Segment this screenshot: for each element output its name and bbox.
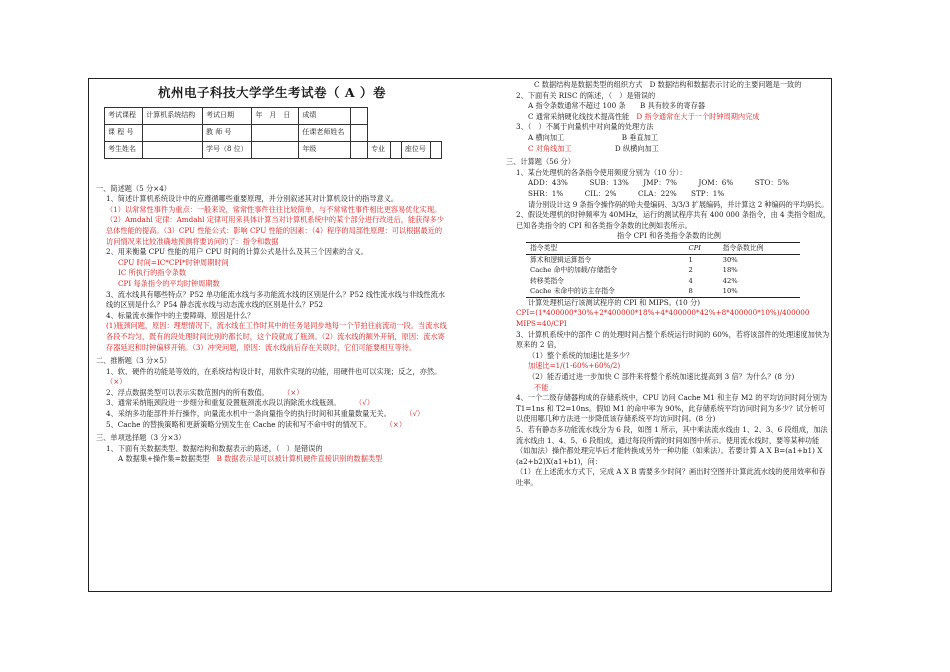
line-text: 三、单项选择题（3 分×3） <box>96 433 186 443</box>
line-text: 三、计算题（56 分） <box>506 157 575 167</box>
line-text: IC 所执行的指令条数 <box>118 268 187 278</box>
text-line <box>506 189 832 200</box>
exam-info-cell <box>143 124 203 141</box>
text-line <box>506 91 832 102</box>
line-text: 加速比=1/(1-60%+60%/2) <box>528 361 621 371</box>
line-text: ADD：43% SUB：13% JMP：7% JOM：6% STO：5% <box>528 178 789 188</box>
text-line <box>506 330 832 351</box>
cpi-cell: 1 <box>688 255 693 264</box>
cpi-cell: 2 <box>688 266 693 275</box>
exam-info-cell <box>351 141 368 158</box>
line-text: C 数据结构是数据类型的组织方式 D 数据结构和数据表示讨论的主要问题是一致的 <box>534 80 802 89</box>
cpi-cell: 转移类指令 <box>530 276 564 285</box>
line-text: A 数据集+操作集=数据类型 <box>118 454 210 464</box>
line-text: 二、推断题（3 分×5） <box>96 356 171 366</box>
line-text: 4、一个二级存储器构成的存储系统中，CPU 访问 Cache M1 和主存 M2 的平均访问时间分别为 T1=1ns 和 T2=10ns。假如 M1 的命中率为 90%，此存储系统平均访问时间为多少？试分析可以使用哪几种方法进一步降低该存储系统平均访问时间。(8 分) <box>516 393 828 424</box>
cpi-cell: 18% <box>722 266 738 275</box>
cpi-header-cell: 指令类型 <box>526 242 685 254</box>
line-text: 一、简述题（5 分×4） <box>96 183 171 193</box>
line-text: 5、若有静态多功能流水线分为 6 段，如图 1 所示，其中乘法流水线由 1、2、3、6 段组成，加法流水线由 1、4、5、6 段组成，通过每段所需的时间如图中所示。使用流水线时，要等某种功能（如加法）操作都处理完毕后才能转换成另外一种功能（如乘法）。若要计算 A X B=(a1+b1) X (a2+b2)X(a1+b1)，问： <box>516 425 828 466</box>
exam-info-cell: 年 月 日 <box>252 107 299 124</box>
line-text: 1、下面有关数据类型、数据结构和数据表示的陈述，（ ）是错误的 <box>106 443 323 453</box>
exam-info-cell <box>252 124 299 141</box>
line-text: C 通常采纳硬化线技术提高性能 <box>528 111 630 121</box>
cpi-header-row <box>526 242 800 254</box>
cpi-row <box>526 265 800 276</box>
text-line <box>506 383 832 394</box>
text-line <box>506 308 832 319</box>
line-text: 2、浮点数据类型可以表示实数范围内的所有数值。 <box>106 387 266 397</box>
exam-info-cell: 考生姓名 <box>105 141 143 158</box>
text-line <box>506 425 832 467</box>
line-text: 4、标量流水操作中的主要障碍、原因是什么？ <box>106 310 255 320</box>
judgement-answer: （√） <box>387 409 425 419</box>
text-line <box>96 420 448 431</box>
cpi-row <box>526 276 800 287</box>
text-line <box>506 393 832 425</box>
text-line <box>506 372 832 383</box>
cpi-table <box>526 242 800 298</box>
line-text: 2、用来衡量 CPU 性能的用户 CPU 时间的计算公式是什么及其三个因素的含义。 <box>106 247 368 257</box>
judgement-answer: （×） <box>106 366 460 387</box>
cpi-cell: 42% <box>722 276 738 285</box>
line-text: A 指令条数通常不超过 100 条 B 具有较多的寄存器 <box>528 101 706 111</box>
text-line <box>506 298 832 309</box>
text-line <box>506 361 832 372</box>
line-text: CPI 每条指令的平均时钟周期数 <box>118 278 220 288</box>
exam-info-cell: 考试课程 <box>105 107 143 124</box>
text-line <box>96 311 448 322</box>
exam-info-cell <box>431 141 442 158</box>
text-line <box>96 290 448 311</box>
judgement-answer: （√） <box>336 398 374 408</box>
text-line <box>96 247 448 258</box>
exam-info-cell <box>391 141 402 158</box>
text-line <box>96 398 448 409</box>
text-line <box>506 133 832 144</box>
line-text: 3、流水线具有哪些特点？P52 单功能流水线与多功能流水线的区别是什么？P52 线性流水线与非线性流水线的区别是什么？P54 静态流水线与动态流水线的区别是什么？P52 <box>106 289 445 310</box>
answer-text: B 数据表示是可以被计算机硬件直接识别的数据类型 <box>209 454 383 464</box>
judgement-answer: （×） <box>367 419 407 429</box>
cpi-header-cell: 指令条数比例 <box>719 242 800 254</box>
text-line <box>96 433 448 444</box>
cpi-cell: Cache 未命中的访主存指令 <box>526 286 685 297</box>
line-text: 5、Cache 的替换策略和更新策略分别发生在 Cache 的读和写不命中时的情况下。 <box>106 419 368 429</box>
line-tail: D 纵横向加工 <box>571 143 659 153</box>
line-text: 1、某台处理机的各条指令使用频度分别为（10 分）： <box>516 167 687 177</box>
left-questions <box>96 183 460 465</box>
line-text: 3、通常采纳瓶颈段进一步细分和重复设置瓶颈流水段以消除流水线瓶颈。 <box>106 398 337 408</box>
text-line <box>96 258 448 269</box>
right-column <box>506 80 832 489</box>
left-column <box>96 80 460 465</box>
line-text: 1、简述计算机系统设计中的应遵循哪些重要原理，并分别叙述其对计算机设计的指导意义。 <box>106 194 399 204</box>
exam-info-cell: 教 师 号 <box>202 124 251 141</box>
exam-info-cell: 成绩 <box>299 107 351 124</box>
text-line <box>506 210 832 231</box>
exam-info-cell <box>351 124 368 141</box>
line-text: （2）能否通过进一步加快 C 部件来将整个系统加速比提高到 3 倍？为什么？(8 分) <box>528 372 795 382</box>
line-text: 3、（ ）不属于向量机中对向量的处理方法 <box>516 122 654 132</box>
exam-info-row <box>105 107 442 124</box>
line-text: A 横向加工 B 垂直加工 <box>528 132 659 142</box>
right-questions <box>506 80 832 242</box>
line-text: C 对角线加工 <box>528 143 572 153</box>
line-text: （1）在上述流水方式下，完成 A X B 需要多少时间？画出时空图并计算此流水线的使用效率和吞吐率。 <box>516 467 826 487</box>
exam-info-cell <box>351 107 368 124</box>
exam-info-cell: 考试日期 <box>202 107 251 124</box>
text-line <box>506 101 832 112</box>
exam-info-cell: 年级 <box>299 141 351 158</box>
judgement-answer: （×） <box>265 387 304 397</box>
text-line <box>96 194 448 205</box>
text-line <box>506 168 832 179</box>
line-text: CPI=(1*400000*30%+2*400000*18%+4*400000*42%+8*400000*10%)/400000 <box>516 308 810 318</box>
text-line <box>96 268 448 279</box>
text-line <box>96 279 448 290</box>
text-line <box>506 157 832 168</box>
cpi-cell: 4 <box>688 276 693 285</box>
cpi-cell: 10% <box>719 286 800 297</box>
text-line <box>506 200 832 211</box>
text-line <box>506 112 832 123</box>
text-line <box>96 454 448 465</box>
line-text: 请分别设计这 9 条指令操作码的哈夫曼编码、3/3/3 扩展编码，并计算这 2 种编码的平均码长。 <box>528 199 829 209</box>
cpi-row <box>526 254 800 265</box>
exam-info-cell: 任课老师姓名 <box>299 124 351 141</box>
line-text: CPU 时间=IC*CPI*时钟周期时间 <box>118 257 229 267</box>
text-line <box>96 444 448 455</box>
line-text: 2、假设处理机的时钟频率为 40MHz，运行的测试程序共有 400 000 条指令，由 4 类指令组成，已知各类指令的 CPI 和各类指令条数的比例如表所示。 <box>516 210 831 230</box>
cpi-cell: 30% <box>722 255 738 264</box>
text-line <box>96 356 448 367</box>
text-line <box>96 388 448 399</box>
exam-info-cell: 课 程 号 <box>105 124 143 141</box>
line-text: （1）以常常性事件为重点：一般来说，常常性事件往往比较简单，与不常常性事件相比更容易优化实现。（2）Amdahl 定律：Amdahl 定律可用来具体计算当对计算机系统中的某个部分进行改进后，能获得多少总体性能的提高。（3）CPU 性能公式：影响 CPU 性能的因素：（4）程序的局部性原理：可以根据最近的访问情况来比较准确地预测将要访问的了：指令和数据 <box>106 204 444 246</box>
right-questions-continued <box>506 298 832 489</box>
line-text: 计算处理机运行该测试程序的 CPI 和 MIPS。(10 分) <box>528 297 701 307</box>
exam-info-table <box>104 107 442 159</box>
text-line <box>506 231 832 242</box>
line-text: （1）整个系统的加速比是多少？ <box>528 350 634 360</box>
text-line <box>506 80 832 91</box>
cpi-row <box>526 286 800 297</box>
exam-info-cell: 计算机系统结构 <box>143 107 203 124</box>
page-title: 杭州电子科技大学学生考试卷（ A ）卷 <box>158 85 386 100</box>
text-line <box>96 366 460 388</box>
exam-info-row <box>105 124 442 141</box>
cpi-cell: 算术和逻辑运算指令 <box>530 255 592 264</box>
exam-info-row <box>105 141 442 158</box>
text-line <box>506 351 832 362</box>
text-line <box>96 205 448 247</box>
text-line <box>506 319 832 330</box>
cpi-cell: 8 <box>685 286 719 297</box>
text-line <box>506 144 832 155</box>
line-text: 4、采纳多功能部件并行操作，向量流水机中一条向量指令的执行时间和其重量数量无关。 <box>106 409 388 419</box>
exam-info-cell: 专业 <box>368 141 391 158</box>
text-line <box>506 178 832 189</box>
line-text: MIPS=40/CPI <box>516 319 567 329</box>
cpi-cell: Cache 命中的加载/存储指令 <box>530 266 618 275</box>
line-text: 指令 CPI 和各类指令条数的比例 <box>617 231 721 241</box>
exam-info-cell <box>252 141 299 158</box>
text-line <box>96 409 448 420</box>
text-line <box>96 184 448 195</box>
text-line <box>96 321 448 353</box>
exam-info-cell: 座位号 <box>401 141 430 158</box>
line-text: 1、软、硬件的功能是等效的，在系统结构设计时，用软件实现的功能，用硬件也可以实现；反之，亦然。 <box>106 366 438 376</box>
answer-text: D 指令通常在大于一个时钟周期内完成 <box>629 111 760 121</box>
cpi-header-cell: CPI <box>685 242 719 254</box>
line-text: 2、下面有关 RISC 的陈述，（ ）是错误的 <box>516 90 656 100</box>
line-text: (1)瓶颈问题，原因：理想情况下，流水线在工作时其中的任务是同步地每一个节拍往前流动一段。当流水线各段不均匀，既有的段处理时间比别的都长时，这个段就成了瓶颈。（2）流水线的额外开销，原因：流水寄存器延迟和时钟偏移开销。（3）冲突问题，原因：流水线前后存在关联时，它们可能要相互等待。 <box>106 321 447 352</box>
text-line <box>506 467 832 488</box>
exam-info-cell <box>143 141 203 158</box>
line-text: 3、计算机系统中的部件 C 的处理时间占整个系统运行时间的 60%，若将该部件的处理速度加快为原来的 2 倍， <box>516 329 830 350</box>
text-line <box>506 122 832 133</box>
line-text: 不能 <box>534 382 549 392</box>
line-text: SHR：1% CIL：2% CLA：22% STP：1% <box>528 188 725 198</box>
exam-info-cell: 学号（8 位） <box>202 141 251 158</box>
